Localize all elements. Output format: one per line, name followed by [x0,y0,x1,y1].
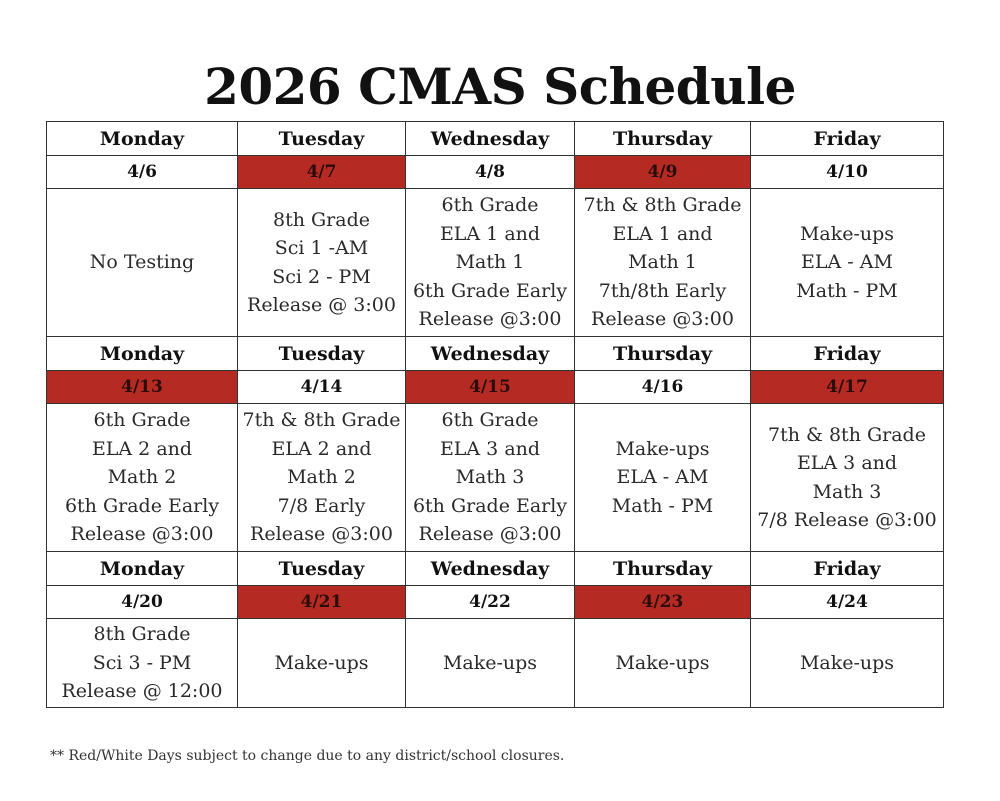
schedule-line: Make-ups [615,437,710,460]
weekday-header: Tuesday [238,337,406,371]
date-cell-red-day: 4/9 [575,156,751,189]
schedule-line: 7/8 Release @3:00 [757,509,937,531]
date-cell-white-day: 4/24 [751,586,944,619]
schedule-detail-row [47,189,944,337]
weekday-header: Thursday [575,337,751,371]
schedule-line: Math 2 [107,466,177,489]
schedule-line: Release @3:00 [418,523,562,546]
schedule-cell [751,404,944,552]
date-cell-white-day: 4/14 [238,371,406,404]
schedule-line: Math 3 [455,466,525,489]
schedule-line: 6th Grade Early [412,494,568,517]
schedule-line: 7th & 8th Grade [583,194,742,217]
schedule-line: 7th & 8th Grade [242,409,401,432]
schedule-cell [751,619,944,708]
weekday-header-row [47,337,944,371]
weekday-header: Friday [751,122,944,156]
date-cell-red-day: 4/23 [575,586,751,619]
schedule-line: Math - PM [796,279,898,302]
schedule-line: Sci 3 - PM [92,651,192,674]
schedule-line: 6th Grade [441,194,539,217]
schedule-detail-row [47,404,944,552]
schedule-line: ELA 1 and [439,222,541,245]
schedule-line: Math - PM [611,494,714,517]
schedule-cell [406,189,575,337]
schedule-cell [47,619,238,708]
page-title: 2026 CMAS Schedule [204,57,796,116]
schedule-line: 7th/8th Early [598,279,727,302]
weekday-header: Wednesday [406,337,575,371]
schedule-cell [406,619,575,708]
schedule-line: Sci 1 -AM [274,237,369,259]
schedule-cell [238,619,406,708]
date-row [47,371,944,404]
weekday-header: Friday [751,337,944,371]
schedule-line: Make-ups [442,651,538,674]
weekday-header: Wednesday [406,122,575,156]
schedule-line: Sci 2 - PM [272,265,371,288]
schedule-line: Release @ 3:00 [247,294,396,316]
schedule-cell [575,619,751,708]
weekday-header: Thursday [575,122,751,156]
footnote: ** Red/White Days subject to change due to any district/school closures. [50,748,565,764]
schedule-line: 6th Grade Early [64,494,220,517]
schedule-table [46,121,944,708]
schedule-cell [47,189,238,337]
schedule-cell [406,404,575,552]
date-cell-white-day: 4/22 [406,586,575,619]
schedule-line: Math 1 [455,251,525,274]
date-cell-red-day: 4/13 [47,371,238,404]
weekday-header: Wednesday [406,552,575,586]
schedule-line: No Testing [89,251,195,274]
date-row [47,156,944,189]
schedule-cell [238,404,406,552]
schedule-line: Release @3:00 [591,308,734,331]
date-cell-white-day: 4/20 [47,586,238,619]
schedule-line: Make-ups [799,651,895,674]
schedule-line: ELA - AM [616,466,709,489]
schedule-line: Math 3 [812,480,882,503]
schedule-line: 7th & 8th Grade [768,423,926,446]
schedule-line: ELA 1 and [612,222,713,245]
date-cell-white-day: 4/6 [47,156,238,189]
weekday-header: Thursday [575,552,751,586]
date-cell-red-day: 4/15 [406,371,575,404]
schedule-line: ELA 2 and [91,437,193,460]
weekday-header-row [47,122,944,156]
schedule-line: 6th Grade Early [412,279,568,302]
schedule-detail-row [47,619,944,708]
schedule-line: Make-ups [615,651,710,674]
schedule-line: Make-ups [799,222,895,245]
schedule-cell [751,189,944,337]
weekday-header: Friday [751,552,944,586]
schedule-line: 7/8 Early [277,494,366,517]
schedule-line: 8th Grade [273,208,370,231]
date-cell-red-day: 4/7 [238,156,406,189]
schedule-line: Make-ups [274,651,369,674]
date-cell-white-day: 4/16 [575,371,751,404]
schedule-cell [47,404,238,552]
schedule-line: ELA 2 and [271,437,372,460]
weekday-header: Tuesday [238,122,406,156]
weekday-header: Monday [47,552,238,586]
schedule-line: 6th Grade [93,409,191,432]
schedule-line: Math 2 [287,466,356,489]
weekday-header: Tuesday [238,552,406,586]
date-cell-red-day: 4/17 [751,371,944,404]
schedule-line: Release @3:00 [250,523,393,546]
schedule-line: Release @3:00 [70,523,214,546]
date-cell-white-day: 4/8 [406,156,575,189]
weekday-header: Monday [47,337,238,371]
schedule-cell [575,404,751,552]
weekday-header: Monday [47,122,238,156]
date-cell-white-day: 4/10 [751,156,944,189]
schedule-line: Math 1 [628,251,697,274]
schedule-cell [575,189,751,337]
date-row [47,586,944,619]
schedule-line: 8th Grade [93,623,191,646]
schedule-line: Release @ 12:00 [61,680,223,703]
schedule-line: Release @3:00 [418,308,562,331]
weekday-header-row [47,552,944,586]
schedule-line: ELA - AM [801,251,893,274]
schedule-line: ELA 3 and [796,452,898,474]
schedule-line: ELA 3 and [439,437,541,460]
date-cell-red-day: 4/21 [238,586,406,619]
schedule-line: 6th Grade [441,409,539,432]
schedule-cell [238,189,406,337]
